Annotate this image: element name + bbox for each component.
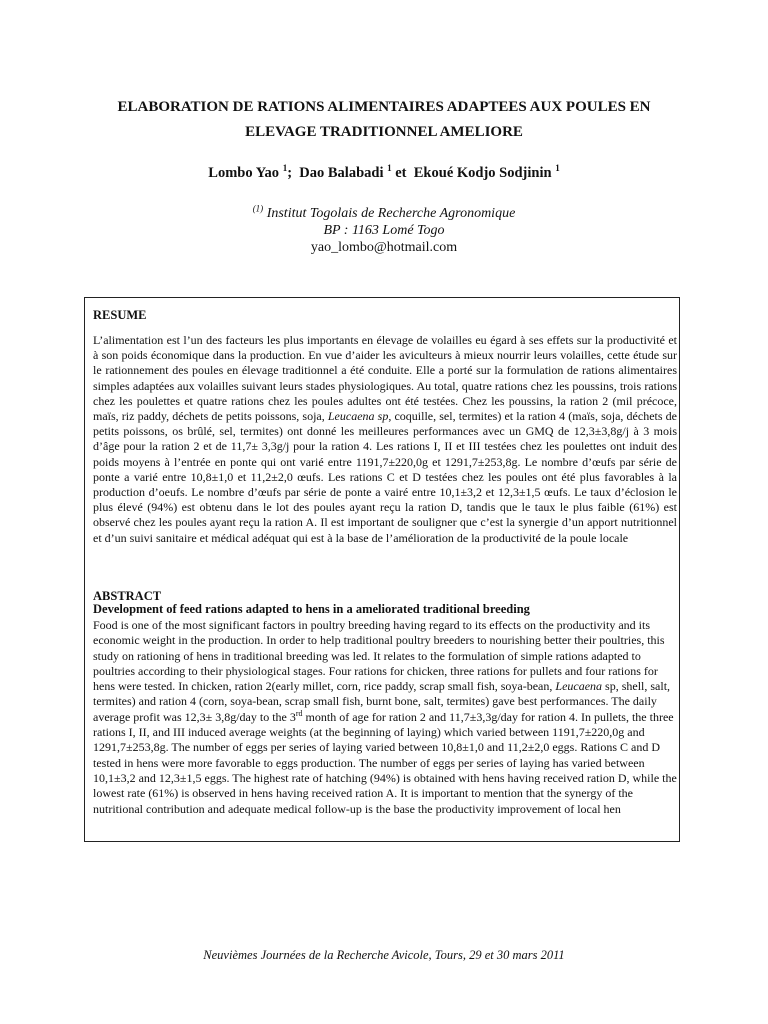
author-separator: et (391, 165, 411, 181)
author-name: Ekoué Kodjo Sodjinin (413, 165, 552, 181)
resume-text-part: L’alimentation est l’un des facteurs les plus importants en élevage de volailles eu égard à ses effets sur la productivité et à son poids économique dans la production. En vue d’aider les aviculteurs à mieux nourrir leurs volailles, cette étude sur le rationnement des poules en élevage traditionnel a été conduite. Elle a porté sur la formulation de rations alimentaires simples adaptées aux volailles suivant leurs stades physiologiques. Au total, quatre rations chez les poussins, trois rations chez les poulettes et quatre rations chez les poules adultes ont été testées. Chez les poussins, la ration 2 (mil précoce, maïs, riz paddy, déchets de petits poissons, soja, (93, 333, 677, 424)
abstract-title: Development of feed rations adapted to hens in a ameliorated traditional breeding (93, 602, 530, 616)
conference-footer: Neuvièmes Journées de la Recherche Avicole, Tours, 29 et 30 mars 2011 (203, 948, 565, 962)
affiliation-marker: (1) (252, 203, 264, 214)
author-affiliation-marker: 1 (387, 163, 392, 174)
abstract-text-part: Food is one of the most significant factors in poultry breeding having regard to its effects on the productivity and its economic weight in the production. In order to help traditional poultry breeders to nourishing better their poultries, this study on rationing of hens in traditional breeding was led. It relates to the formulation of simple rations adapted to poultries according to their physiological stages. Four rations for chicken, three rations for pullets and four rations for hens were tested. In chicken, ration 2(early millet, corn, rice paddy, scrap small fish, soya-bean, (93, 618, 665, 694)
title-line-1: ELABORATION DE RATIONS ALIMENTAIRES ADAPTEES AUX POULES EN (117, 99, 651, 115)
title-line-2: ELEVAGE TRADITIONNEL AMELIORE (245, 124, 523, 140)
author-affiliation-marker: 1 (282, 163, 288, 174)
resume-heading: RESUME (93, 308, 147, 322)
author-separator: ; (287, 165, 296, 181)
summary-box (84, 297, 680, 842)
institute-name: Institut Togolais de Recherche Agronomique (266, 206, 516, 221)
paper-title (60, 95, 708, 145)
author-email: yao_lombo@hotmail.com (310, 240, 458, 255)
resume-species-name: Leucaena sp (327, 409, 389, 424)
institute-address: BP : 1163 Lomé Togo (323, 223, 445, 238)
author-name: Lombo Yao (208, 165, 280, 181)
abstract-species-name: Leucaena (555, 679, 603, 694)
resume-text-part: , coquille, sel, termites) et la ration 4 (maïs, soja, déchets de petits poissons, os brûlé, sel, termites) ont donné les meilleures performances avec un GMQ de 12,3±3,8g/j à 3 mois d’âge pour la ration 2 et de 11,7± 3,3g/j pour la ration 4. Les rations I, II et III testées chez les poulettes ont induit des poids moyens à l’entrée en ponte qui ont varié entre 1191,7±220,0g et 1291,7±253,8g. Le nombre d’œufs par série de ponte a varié entre 10,8±1,0 et 11,2±2,0 œufs. Les rations C et D testées chez les poules ont été plus favorables à la production d’oeufs. Le nombre d’œufs par série de ponte a vairé entre 10,1±3,2 et 12,3±1,5 œufs. Le taux d’éclosion le plus élevé (94%) est obtenu dans le lot des poules ayant reçu la ration D, tandis que le taux le plus faible (61%) est observé chez les poules ayant reçu la ration A. Il est important de souligner que c’est la synergie d’un apport nutritionnel et d’un suivi sanitaire et médical adéquat qui est à la base de l’amélioration de la productivité de la poule locale (93, 409, 677, 545)
abstract-text-part: sp, shell, salt, termites) and ration 4 (corn, soya-bean, scrap small fish, burnt bone, salt, termites) gave best performances. The daily average profit was 12,3± 3,8g/day to the 3 (93, 679, 671, 724)
author-list (60, 163, 708, 183)
author-affiliation-marker: 1 (555, 163, 560, 174)
abstract-text (93, 618, 677, 817)
affiliation (60, 205, 708, 256)
ordinal-suffix: rd (295, 708, 303, 718)
resume-text (93, 333, 677, 546)
abstract-text-part: month of age for ration 2 and 11,7±3,3g/day for ration 4. In pullets, the three rations I, II, and III induced average weights (at the beginning of laying) which varied between 1191,7±220,0g and 1291,7±253,8g. The number of eggs per series of laying varied between 10,8±1,0 and 11,2±2,0 eggs. Rations C and D tested in hens were more favorable to eggs production. The number of eggs per series of laying has varied between 10,1±3,2 and 12,3±1,5 eggs. The highest rate of hatching (94%) is obtained with hens having received ration D, while the lowest rate (61%) is observed in hens having received ration A. It is important to mention that the synergy of the nutritional contribution and adequate medical follow-up is the base the productivity improvement of local hen (93, 709, 677, 816)
abstract-heading: ABSTRACT (93, 589, 162, 603)
author-name: Dao Balabadi (299, 165, 384, 181)
